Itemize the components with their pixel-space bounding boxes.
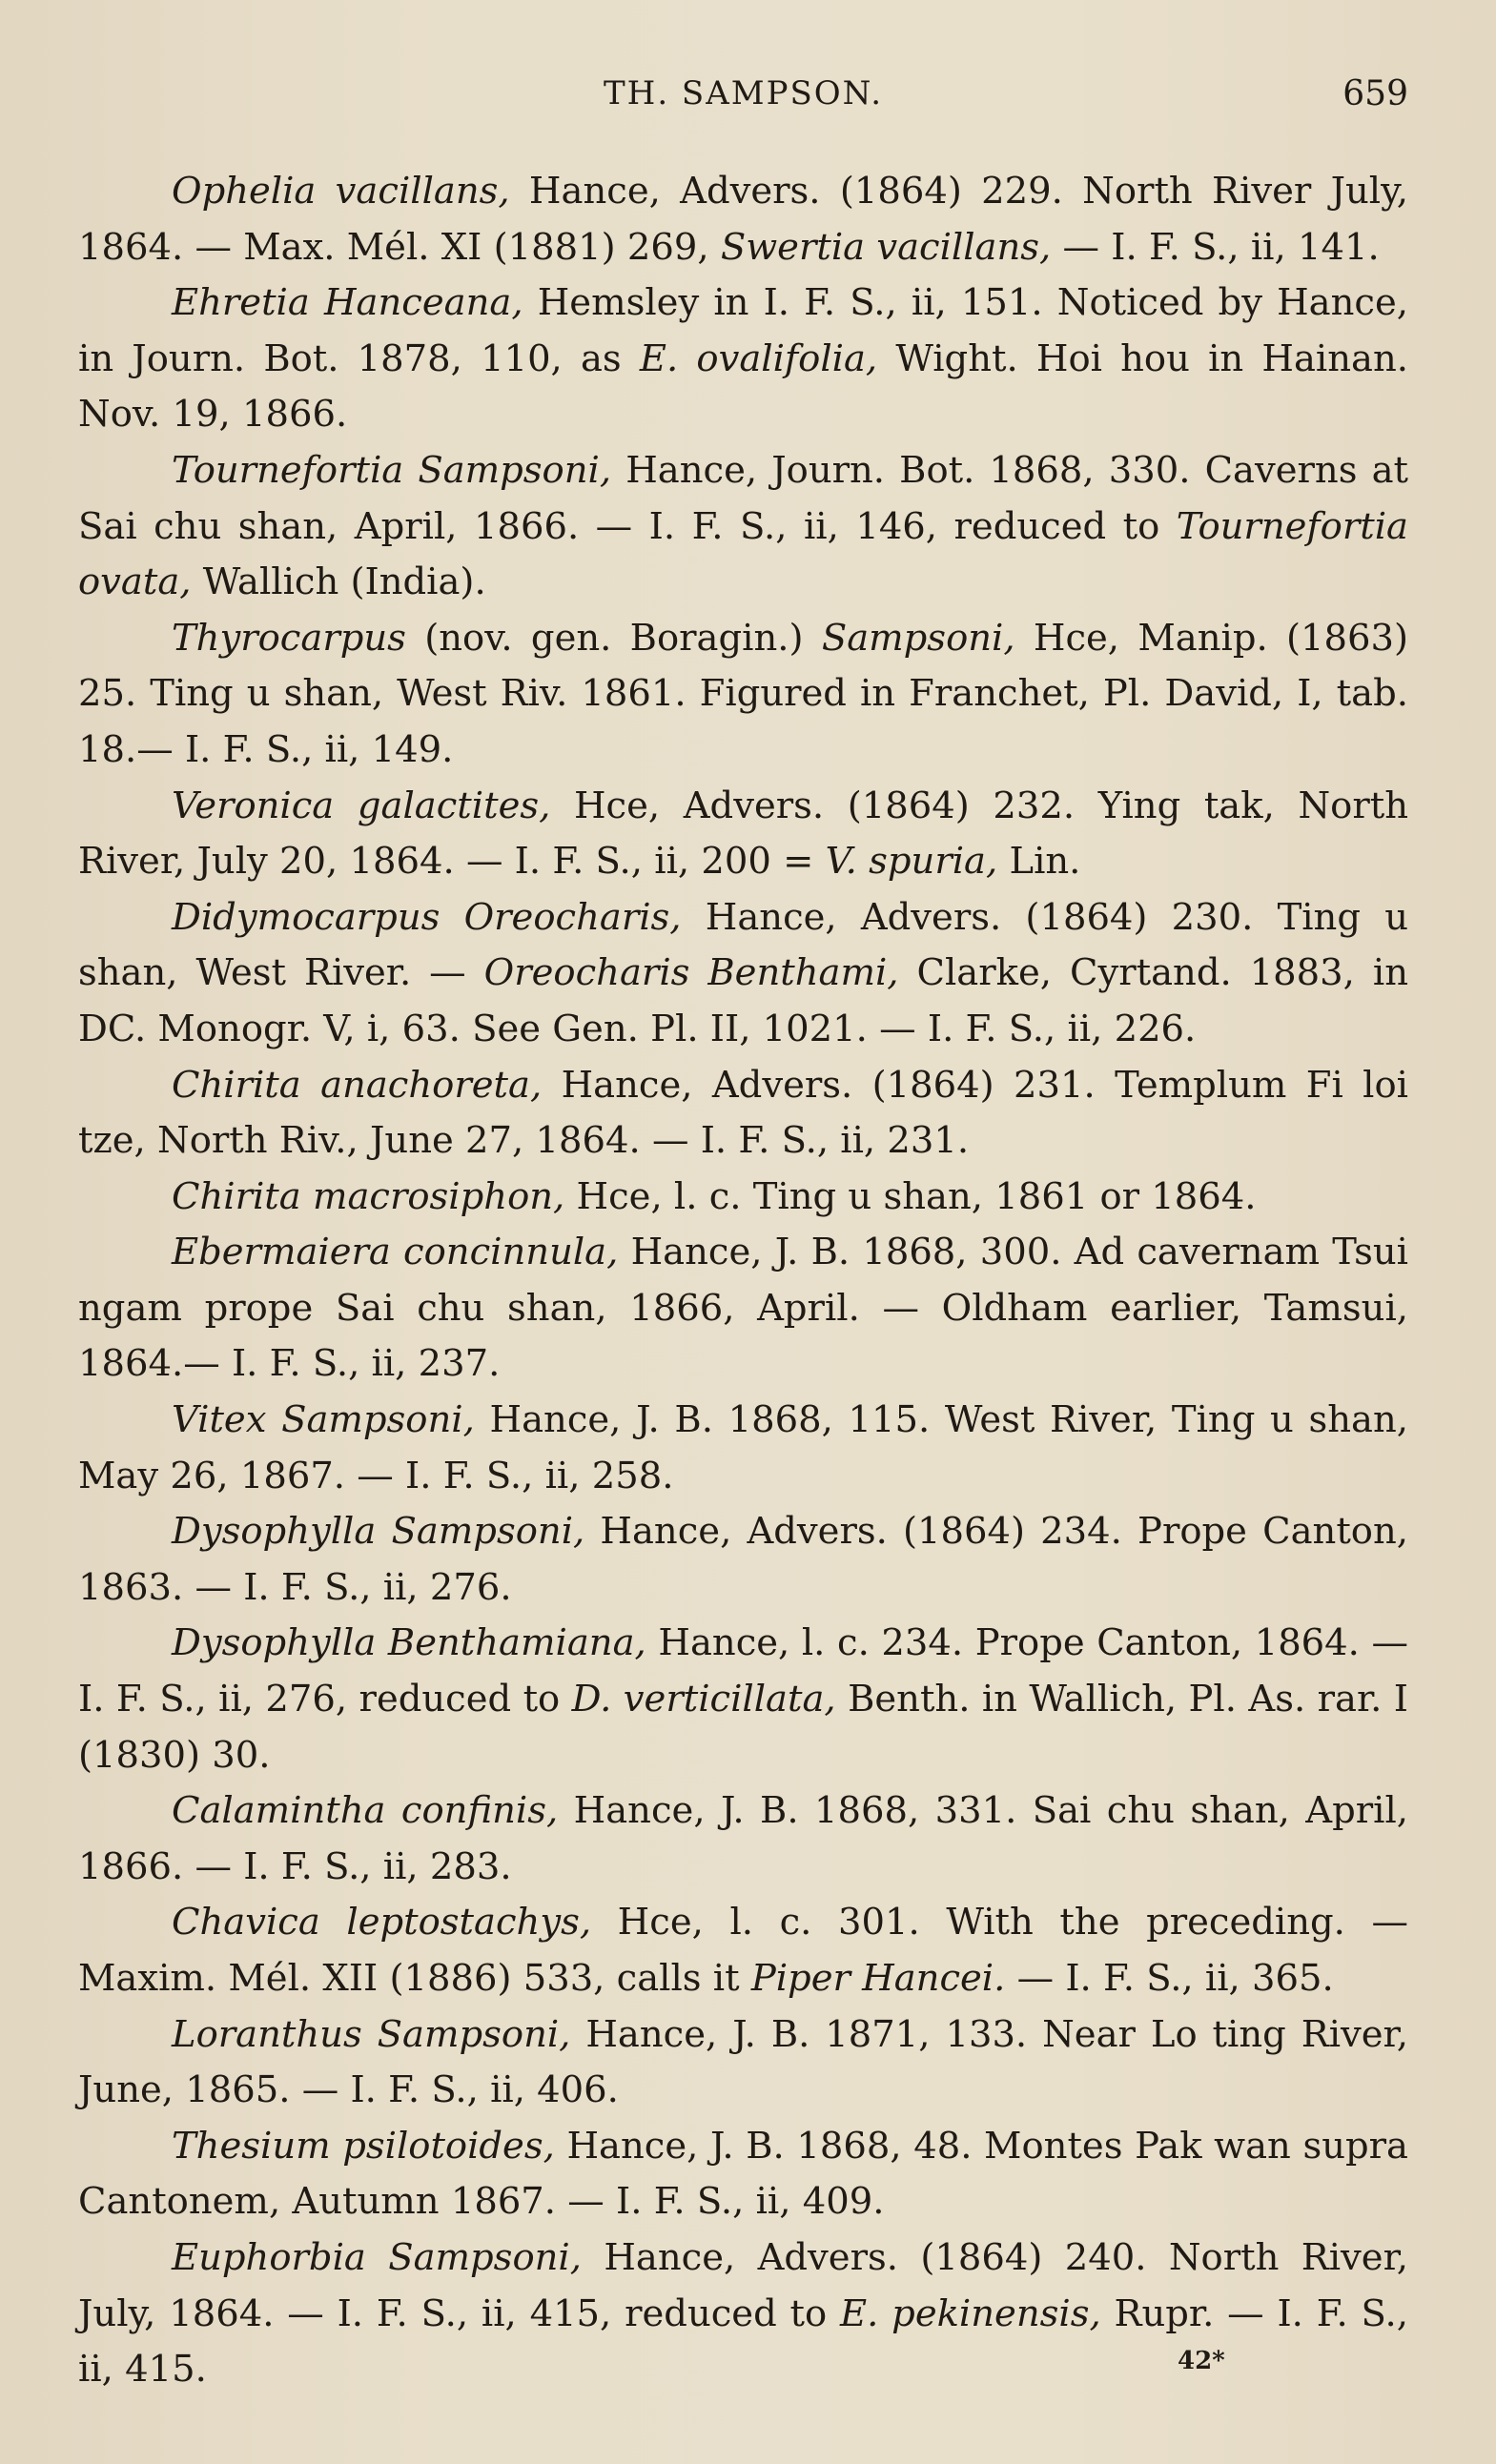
running-head: TH. SAMPSON.: [603, 74, 884, 112]
taxon-name: Chirita anachoreta,: [172, 1063, 543, 1107]
taxon-name: Piper Hancei.: [750, 1957, 1006, 2000]
entry-text: (nov. gen. Boragin.): [405, 616, 822, 660]
entry: [78, 1504, 1408, 1616]
taxon-name: V. spuria,: [825, 840, 998, 884]
entry-text: Hance, Advers. (1864) 240. North River, July, 1864. — I. F. S., ii, 415, reduced to: [78, 2235, 1408, 2335]
entry: [78, 164, 1408, 275]
entry-text: Hce, Manip. (1863) 25. Ting u shan, West Riv. 1861. Figured in Franchet, Pl. David, I, tab. 18.— I. F. S., ii, 149.: [78, 616, 1409, 771]
entry-text: Hance, Journ. Bot. 1868, 330. Caverns at Sai chu shan, April, 1866. — I. F. S., ii, 146, reduced to: [78, 448, 1408, 548]
taxon-name: Dysophylla Benthamiana,: [172, 1621, 646, 1665]
taxon-name: Tournefortia Sampsoni,: [172, 448, 612, 492]
taxon-name: Chavica leptostachys,: [172, 1901, 592, 1945]
entry-text: Hce, l. c. 301. With the preceding. — Maxim. Mél. XII (1886) 533, calls it: [78, 1901, 1409, 2000]
taxon-name: Thyrocarpus: [172, 616, 406, 660]
entry-text: Wight. Hoi hou in Hainan. Nov. 19, 1866.: [78, 336, 1408, 437]
signature-mark: 42*: [1178, 2347, 1225, 2375]
entry-text: Hance, Advers. (1864) 234. Prope Canton, 1863. — I. F. S., ii, 276.: [78, 1510, 1408, 1609]
entry-text: Hance, J. B. 1868, 331. Sai chu shan, April, 1866. — I. F. S., ii, 283.: [78, 1789, 1408, 1888]
taxon-name: Ophelia vacillans,: [172, 170, 510, 213]
taxon-name: Veronica galactites,: [172, 784, 551, 827]
entry-text: Hance, Advers. (1864) 231. Templum Fi loi tze, North Riv., June 27, 1864. — I. F. S., ii, 231.: [78, 1063, 1408, 1163]
taxon-name: Swertia vacillans,: [720, 225, 1052, 269]
page-header: [78, 74, 1408, 122]
entry: [78, 890, 1408, 1058]
entry-text: Hance, J. B. 1868, 48. Montes Pak wan supra Cantonem, Autumn 1867. — I. F. S., ii, 409.: [78, 2124, 1408, 2224]
taxon-name: Tournefortia ovata,: [78, 504, 1408, 604]
page-body: [78, 164, 1408, 2398]
taxon-name: Calamintha confinis,: [172, 1789, 559, 1833]
entry-text: Hance, l. c. 234. Prope Canton, 1864. — I. F. S., ii, 276, reduced to: [78, 1621, 1408, 1721]
taxon-name: Dysophylla Sampsoni,: [172, 1510, 585, 1554]
entry-text: Hce, Advers. (1864) 232. Ying tak, North River, July 20, 1864. — I. F. S., ii, 200 =: [78, 784, 1408, 884]
taxon-name: Didymocarpus Oreocharis,: [172, 895, 682, 939]
taxon-name: E. ovalifolia,: [639, 336, 878, 380]
taxon-name: Euphorbia Sampsoni,: [172, 2235, 582, 2279]
entry: [78, 1895, 1408, 2006]
entry: [78, 443, 1408, 611]
entry: [78, 779, 1408, 890]
entry-text: Hce, l. c. Ting u shan, 1861 or 1864.: [564, 1174, 1257, 1218]
entry: [78, 1170, 1408, 1226]
taxon-name: Ehretia Hanceana,: [172, 281, 523, 325]
entry: [78, 2119, 1408, 2230]
entry-text: Hance, J. B. 1868, 115. West River, Ting u shan, May 26, 1867. — I. F. S., ii, 258.: [78, 1398, 1408, 1497]
entry: [78, 2007, 1408, 2119]
entry-text: — I. F. S., ii, 365.: [1005, 1957, 1334, 2000]
entry-text: Hance, Advers. (1864) 230. Ting u shan, West River. —: [78, 895, 1408, 995]
entry-text: Benth. in Wallich, Pl. As. rar. I (1830) 30.: [78, 1678, 1408, 1777]
entry-text: Hance, J. B. 1868, 300. Ad cavernam Tsui ngam prope Sai chu shan, 1866, April. — Oldham earlier, Tamsui, 1864.— I. F. S., ii, 237.: [78, 1231, 1408, 1386]
taxon-name: Chirita macrosiphon,: [172, 1174, 565, 1218]
taxon-name: Oreocharis Benthami,: [483, 951, 899, 995]
entry-text: Lin.: [997, 840, 1081, 884]
entry: [78, 611, 1408, 779]
entry-text: Rupr. — I. F. S., ii, 415.: [78, 2291, 1408, 2392]
entry: [78, 1616, 1408, 1783]
taxon-name: Loranthus Sampsoni,: [172, 2012, 571, 2056]
entry-text: Hance, J. B. 1871, 133. Near Lo ting River, June, 1865. — I. F. S., ii, 406.: [78, 2012, 1408, 2112]
entry: [78, 1058, 1408, 1170]
entry: [78, 1783, 1408, 1895]
entry-text: — I. F. S., ii, 141.: [1051, 225, 1380, 269]
entry-text: Wallich (India).: [191, 560, 486, 604]
entry-text: Hemsley in I. F. S., ii, 151. Noticed by Hance, in Journ. Bot. 1878, 110, as: [78, 281, 1409, 380]
taxon-name: E. pekinensis,: [840, 2291, 1101, 2335]
entry: [78, 275, 1408, 443]
taxon-name: Thesium psilotoides,: [172, 2124, 555, 2168]
page-number: 659: [1342, 74, 1408, 113]
taxon-name: Ebermaiera concinnula,: [172, 1231, 619, 1274]
entry: [78, 1225, 1408, 1393]
entry: [78, 1393, 1408, 1504]
taxon-name: D. verticillata,: [571, 1678, 836, 1721]
entry-text: Clarke, Cyrtand. 1883, in DC. Monogr. V, i, 63. See Gen. Pl. II, 1021. — I. F. S., ii, 226.: [78, 951, 1408, 1050]
entry-text: Hance, Advers. (1864) 229. North River July, 1864. — Max. Mél. XI (1881) 269,: [78, 170, 1408, 269]
taxon-name: Sampsoni,: [821, 616, 1015, 660]
taxon-name: Vitex Sampsoni,: [172, 1398, 475, 1442]
